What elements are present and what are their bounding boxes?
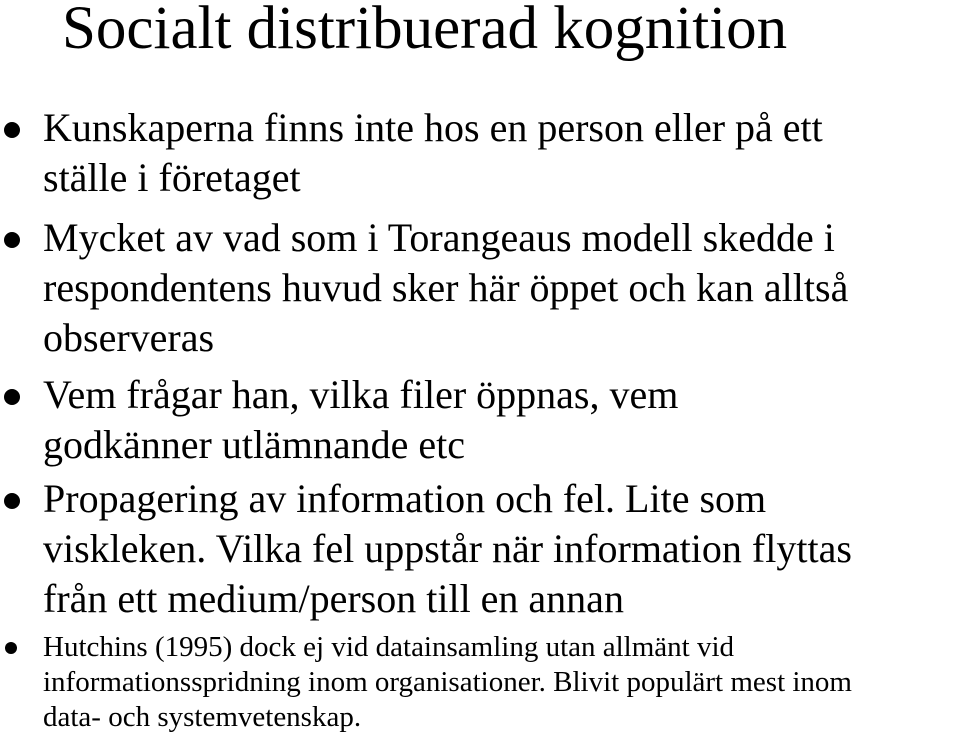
bullet-dot-icon [4,389,20,405]
bullet-line: ställe i företaget [43,155,301,200]
bullet-dot-icon [4,122,20,138]
bullet-dot-icon [4,232,20,248]
bullet-line: data- och systemvetenskap. [43,701,362,733]
bullet-line: informationsspridning inom organisationer. Blivit populärt mest inom [43,666,852,698]
bullet-dot-icon [4,493,20,509]
bullet-text [43,213,848,363]
bullet-line: från ett medium/person till en annan [43,576,624,621]
bullet-line: observeras [43,315,215,360]
bullet-text [43,370,678,470]
bullet-line: respondentens huvud sker här öppet och kan alltså [43,265,849,310]
bullet-line: Propagering av information och fel. Lite som [43,476,767,521]
bullet-line: godkänner utlämnande etc [43,422,466,467]
bullet-line: Kunskaperna finns inte hos en person eller på ett [43,105,823,150]
bullet-line: Hutchins (1995) dock ej vid datainsamling utan allmänt vid [43,631,735,663]
bullet-line: Mycket av vad som i Torangeaus modell skedde i [43,215,835,260]
bullet-line: viskleken. Vilka fel uppstår när information flyttas [43,526,852,571]
bullet-line: Vem frågar han, vilka filer öppnas, vem [43,372,679,417]
slide-title: Socialt distribuerad kognition [62,0,788,62]
bullet-text [43,474,852,624]
bullet-text [43,103,823,203]
bullet-dot-icon [5,642,17,654]
bullet-text [43,630,852,735]
